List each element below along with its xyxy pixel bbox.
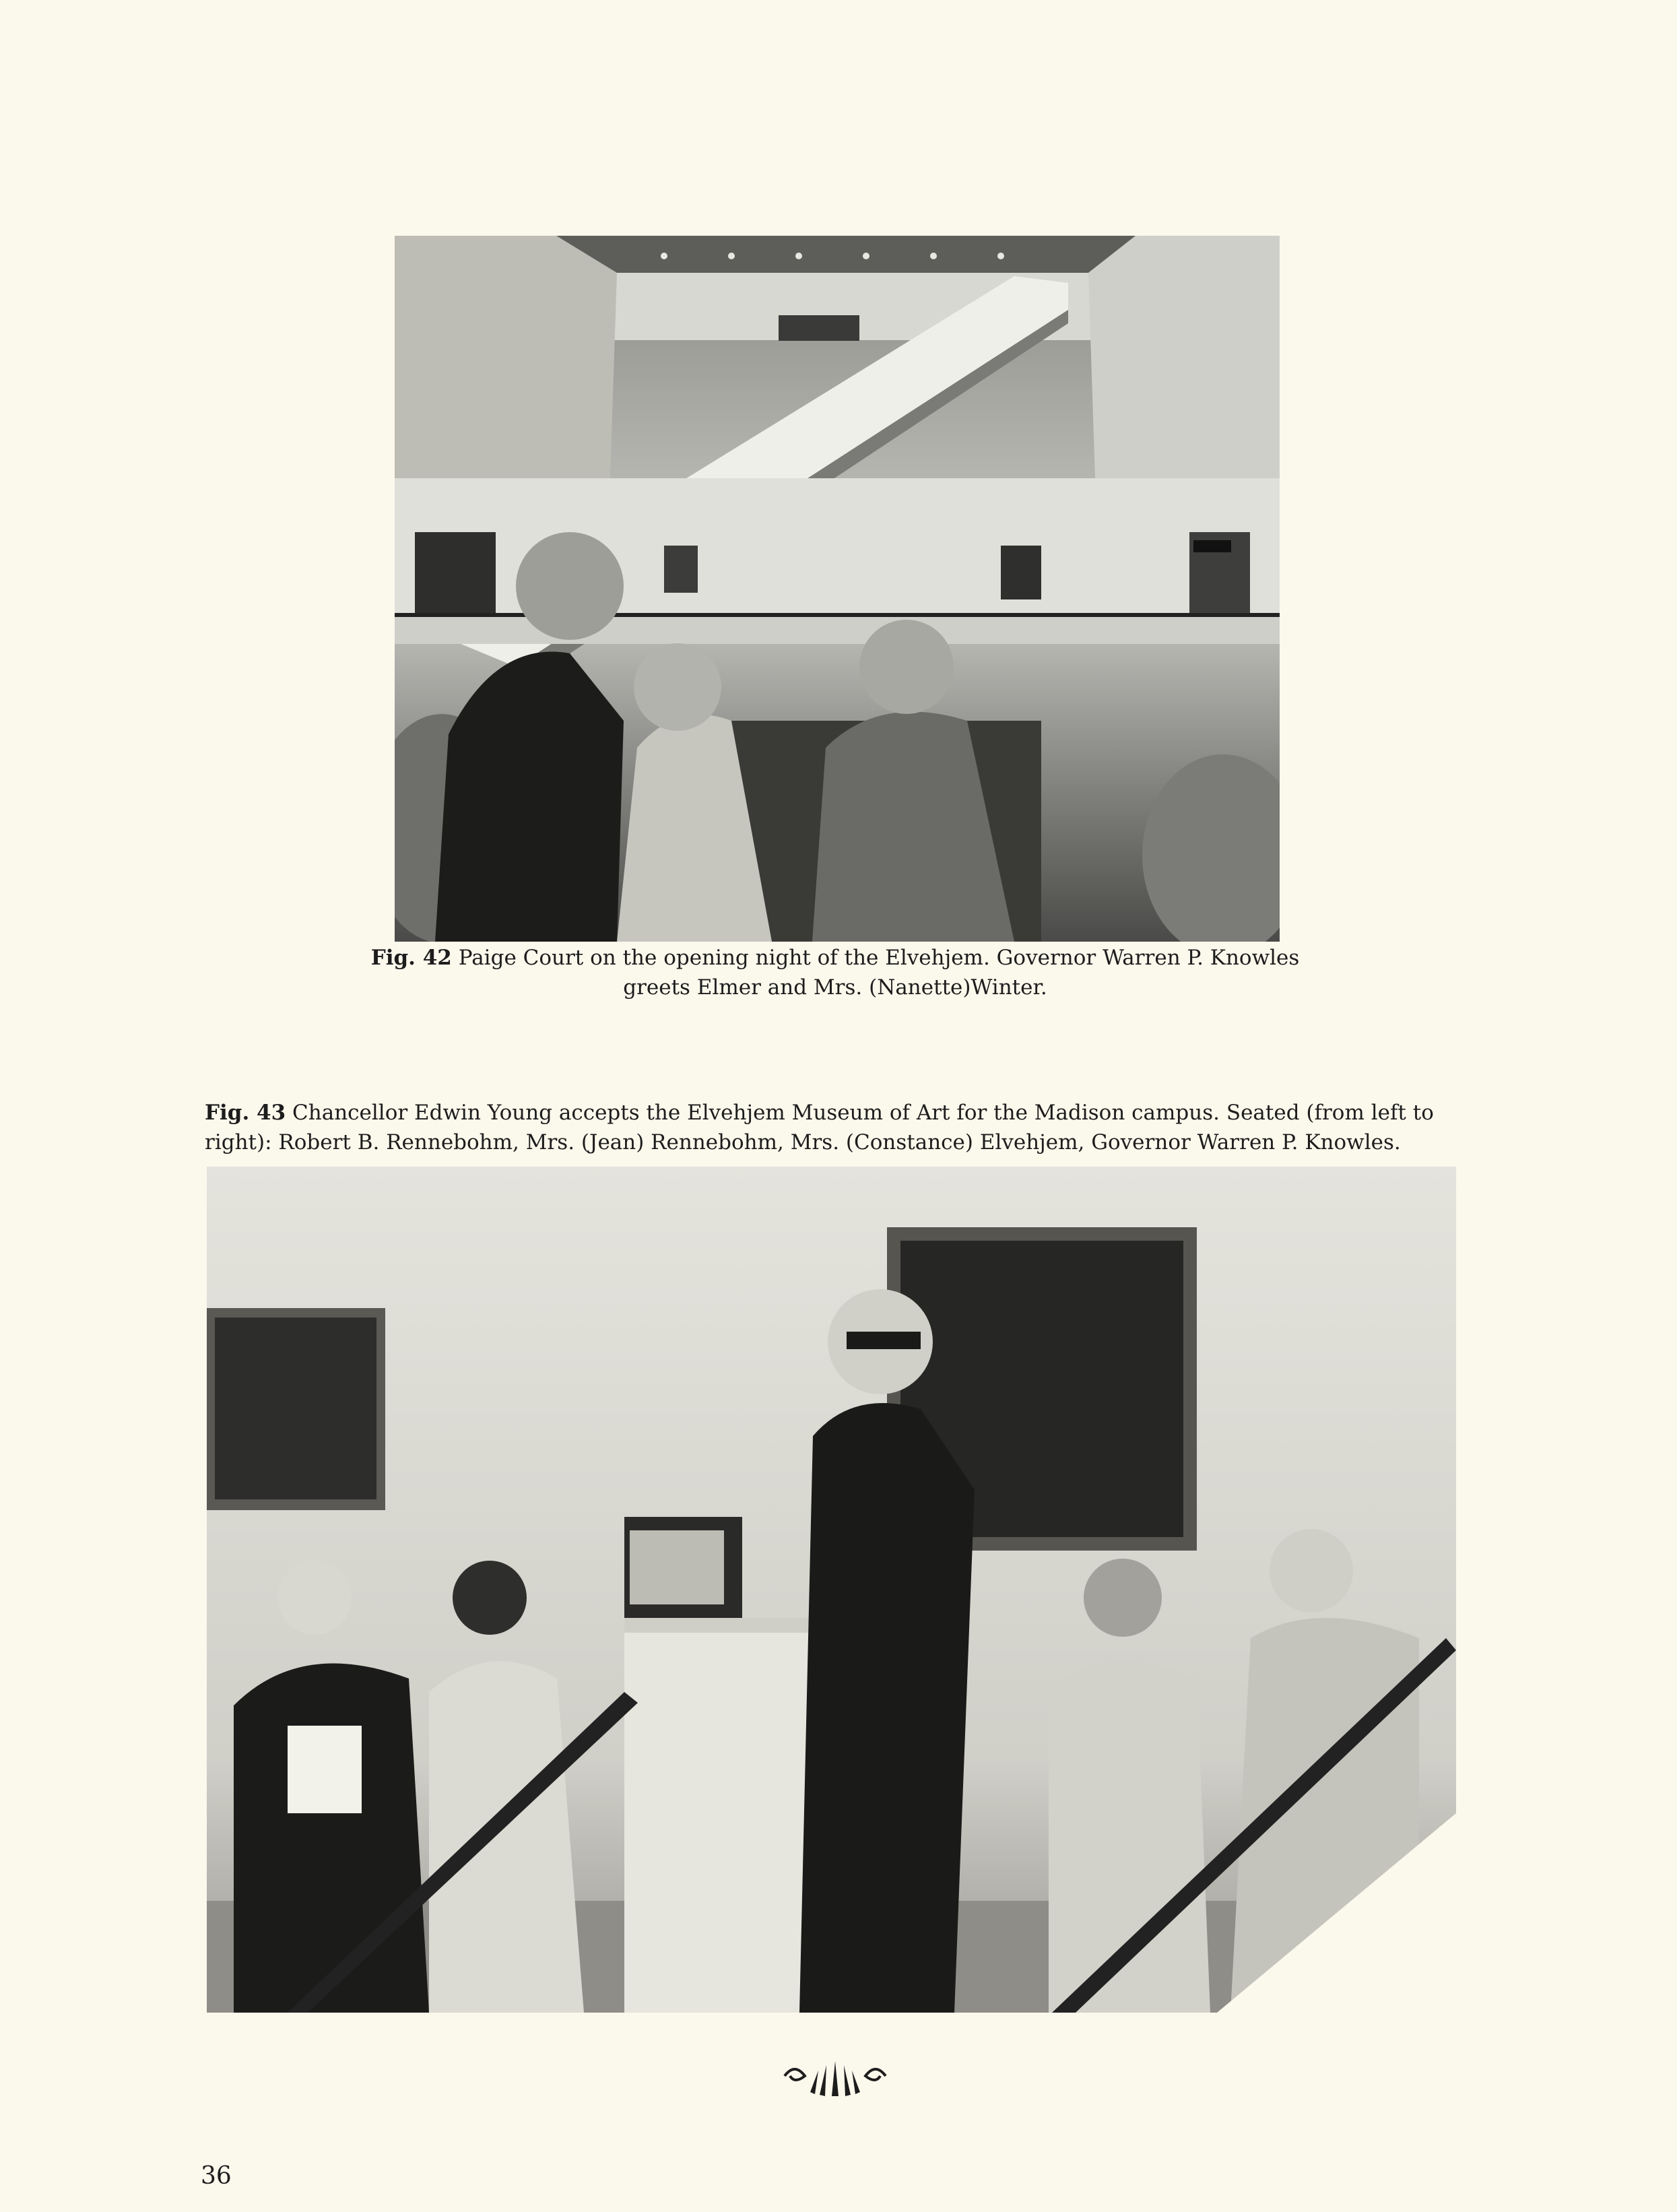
fig43-caption: [205, 1098, 1471, 1157]
fig42-caption: [350, 943, 1320, 1002]
fig42-caption-text: Paige Court on the opening night of the Elvehjem. Governor Warren P. Knowles greets Elmer and Mrs. (Nanette)Winter.: [458, 946, 1300, 1000]
fig43-label: Fig. 43: [205, 1101, 286, 1125]
fig42-label: Fig. 42: [370, 946, 452, 970]
fig43-caption-text: Chancellor Edwin Young accepts the Elvehjem Museum of Art for the Madison campus. Seated (from left to right): Robert B. Rennebohm, Mrs. (Jean) Rennebohm, Mrs. (Constance) Elvehjem, Governor Warren P. Knowles.: [205, 1101, 1434, 1154]
page-number: 36: [201, 2162, 232, 2190]
fig43-photograph: [207, 1167, 1456, 2013]
fig42-photograph: [395, 236, 1280, 942]
fleuron-icon: [778, 2056, 892, 2102]
